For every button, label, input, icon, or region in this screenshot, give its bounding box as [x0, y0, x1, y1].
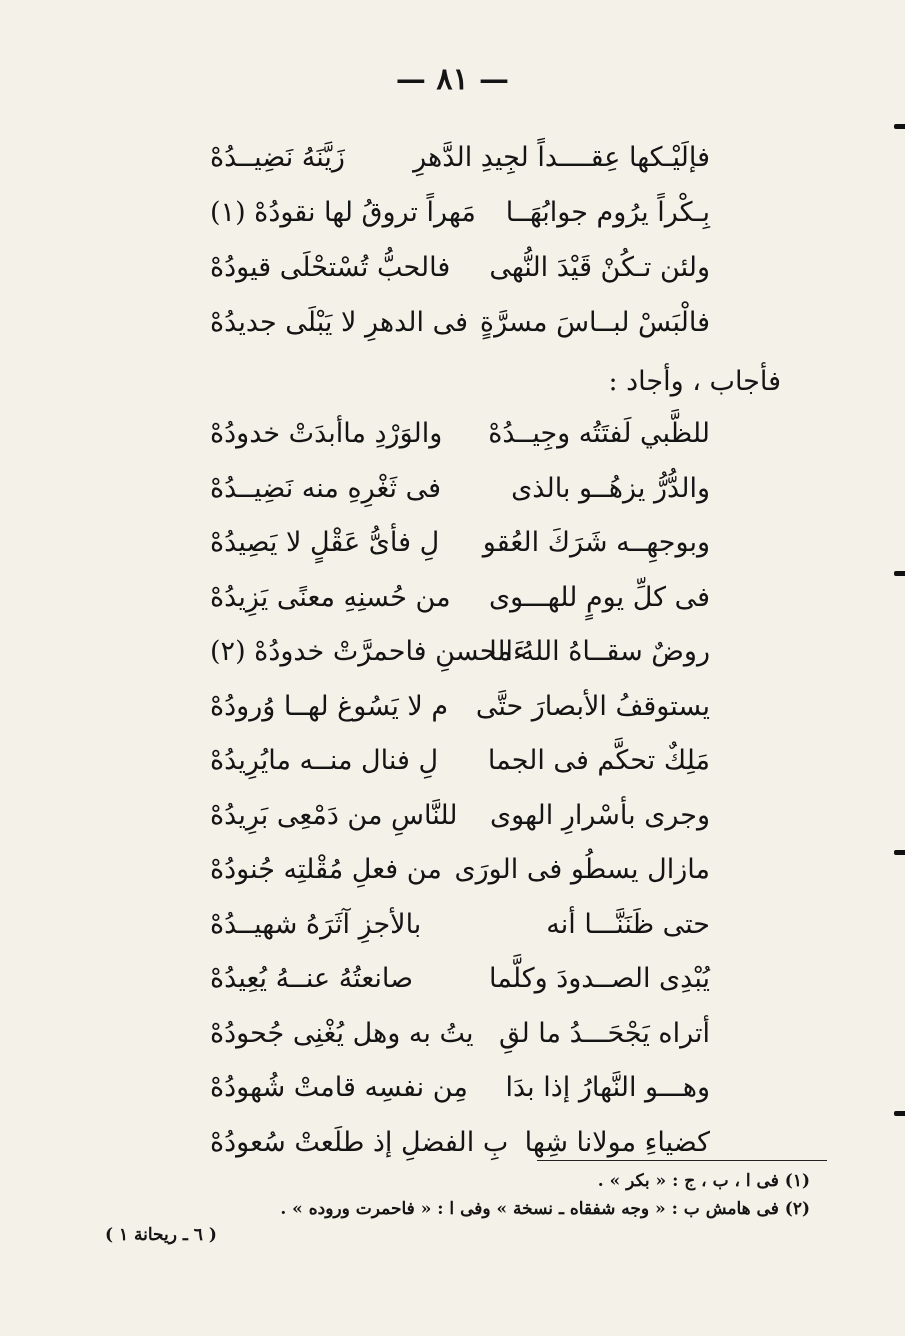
second-hemistich: من حُسنِهِ معنًى يَزِيدُهْ: [210, 581, 451, 613]
first-hemistich: فالْبَسْ لبــاسَ مسرَّةٍ: [479, 307, 710, 338]
first-hemistich: والدُّرُّ يزهُــو بالذى: [511, 472, 710, 504]
second-hemistich: بالأجزِ آثَرَهُ شهيــدُهْ: [210, 908, 422, 940]
page-edge-mark: [894, 850, 905, 855]
second-hemistich: زَيَّنَهُ نَضِيــدُهْ: [210, 142, 345, 173]
first-hemistich: روضٌ سقــاهُ اللهُ ما: [489, 636, 710, 667]
first-hemistich: فإلَيْـكها عِقــــداً لجِيدِ الدَّهرِ: [413, 142, 710, 173]
page-number: — ٨١ —: [395, 62, 510, 97]
first-hemistich: للظَّبي لَفتَتُه وجِيــدُهْ: [488, 418, 710, 449]
verse-line: [210, 519, 710, 567]
verse-line: [210, 1064, 710, 1112]
verse-line: [210, 737, 710, 785]
transition-line: فأجاب ، وأجاد :: [608, 366, 781, 397]
verse-line: [210, 901, 710, 949]
verse-line: [210, 955, 710, 1003]
first-hemistich: يُبْدِى الصــدودَ وكلَّما: [489, 963, 710, 994]
first-hemistich: أتراه يَجْحَـــدُ ما لقِ: [498, 1017, 710, 1049]
verse-line: [210, 792, 710, 840]
footnote-1: (١) فى ا ، ب ، ج : « بكر » .: [597, 1171, 810, 1191]
first-hemistich: كضياءِ مولانا شِها: [524, 1126, 710, 1158]
first-hemistich: يستوقفُ الأبصارَ حتَّى: [475, 690, 710, 722]
footnote-divider: [537, 1160, 827, 1161]
second-hemistich: للنَّاسِ من دَمْعِى بَرِيدُهْ: [210, 799, 458, 831]
first-hemistich: وبوجهِــه شَرَكَ العُقو: [482, 527, 710, 558]
first-hemistich: فى كلِّ يومٍ للهـــوى: [488, 581, 710, 613]
second-hemistich: فالحبُّ تُسْتحْلَى قيودُهْ: [210, 252, 451, 283]
verse-line: [210, 410, 710, 458]
second-hemistich: م لا يَسُوغ لهــا وُرودُهْ: [210, 690, 449, 722]
page-edge-mark: [894, 1111, 905, 1116]
first-hemistich: حتى ظَنَنَّـــا أنه: [546, 908, 710, 940]
signature-mark: ( ٦ ـ ريحانة ١ ): [105, 1225, 217, 1245]
page-edge-mark: [894, 571, 905, 576]
second-hemistich: فى ثَغْرِهِ منه نَضِيــدُهْ: [210, 472, 442, 504]
first-hemistich: وجرى بأسْرارِ الهوى: [490, 799, 710, 831]
second-hemistich: فى الدهرِ لا يَبْلَى جديدُهْ: [210, 307, 468, 338]
verse-line: [210, 465, 710, 513]
second-hemistich: ءَالحسنِ فاحمرَّتْ خدودُهْ (٢): [210, 636, 526, 667]
second-hemistich: بِ الفضلِ إذ طلَعتْ سُعودُهْ: [210, 1126, 509, 1158]
verse-line: [210, 683, 710, 731]
page-edge-mark: [894, 124, 905, 129]
verse-line: [210, 846, 710, 894]
first-hemistich: مَلِكٌ تحكَّم فى الجما: [487, 745, 710, 776]
second-hemistich: مِن نفسِه قامتْ شُهودُهْ: [210, 1072, 468, 1103]
verse-line: [210, 574, 710, 622]
second-hemistich: من فعلِ مُقْلتِه جُنودُهْ: [210, 854, 442, 885]
first-hemistich: وهـــو النَّهارُ إذا بدَا: [505, 1072, 710, 1103]
first-hemistich: ولئن تـكُنْ قَيْدَ النُّهى: [489, 252, 710, 283]
first-hemistich: بِـكْراً يرُوم جوابُهَــا: [505, 197, 710, 228]
first-hemistich: مازال يسطُو فى الورَى: [454, 854, 710, 885]
second-hemistich: لِ فنال منــه مايُرِيدُهْ: [210, 745, 439, 776]
footnote-2: (٢) فى هامش ب : « وجه شفقاه ـ نسخة » وفى ا : « فاحمرت وروده » .: [280, 1199, 810, 1219]
second-hemistich: صانعتُهُ عنــهُ يُعِيدُهْ: [210, 963, 414, 994]
second-hemistich: يتُ به وهل يُغْنِى جُحودُهْ: [210, 1017, 474, 1049]
second-hemistich: والوَرْدِ ماأبدَتْ خدودُهْ: [210, 418, 443, 449]
verse-line: [210, 1010, 710, 1058]
second-hemistich: مَهراً تروقُ لها نقودُهْ (١): [210, 197, 476, 228]
verse-line: [210, 628, 710, 676]
second-hemistich: لِ فأىُّ عَقْلٍ لا يَصِيدُهْ: [210, 527, 440, 558]
